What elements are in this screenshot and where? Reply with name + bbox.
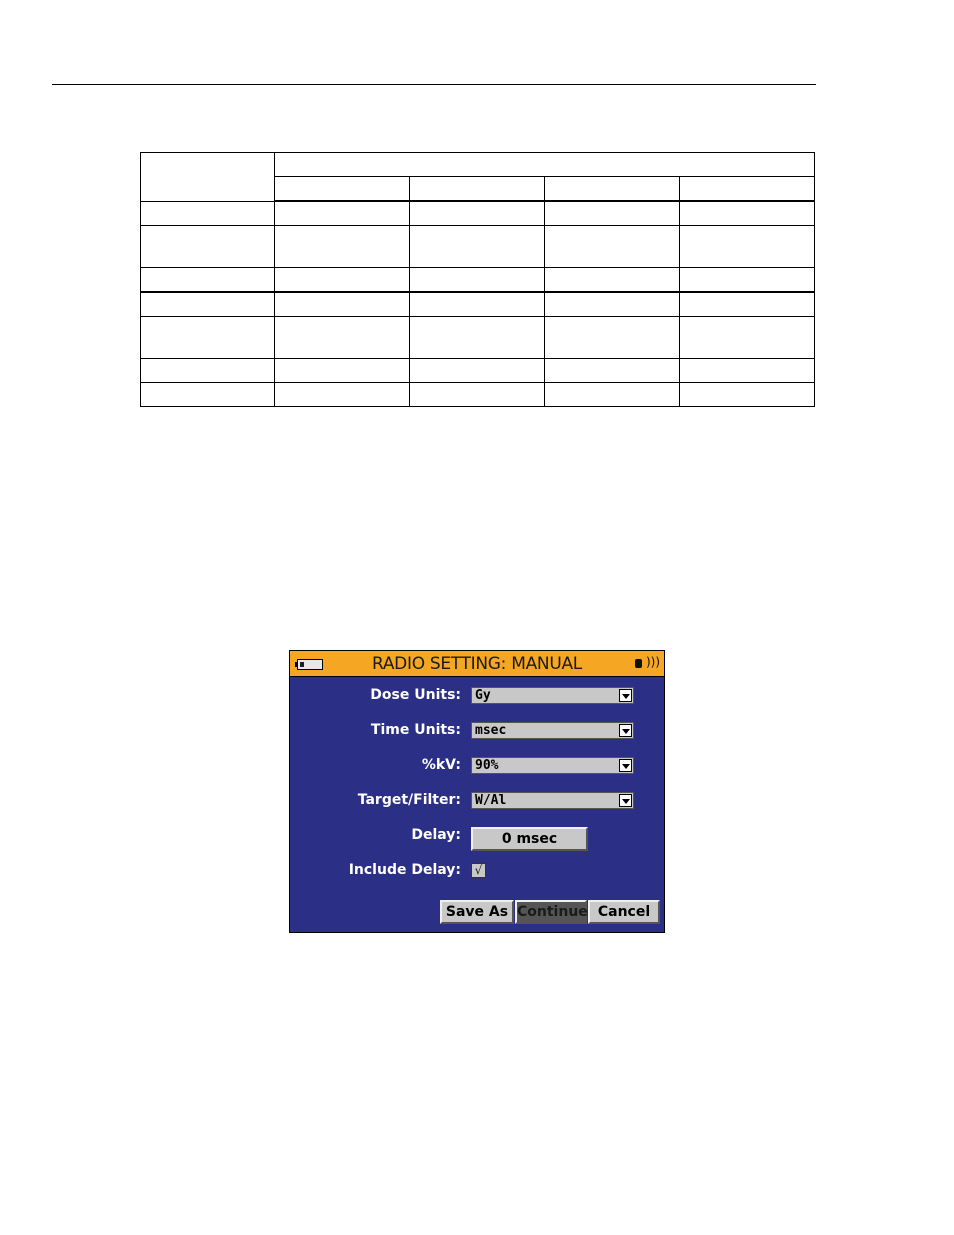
- table-cell: [141, 226, 275, 268]
- table-cell: [275, 292, 410, 317]
- pct-kv-label: %kV:: [421, 757, 461, 773]
- table-cell: [275, 177, 410, 202]
- dose-units-label: Dose Units:: [370, 687, 461, 703]
- table-cell: [410, 268, 545, 293]
- chevron-down-icon[interactable]: [619, 759, 632, 772]
- table-cell: [545, 177, 680, 202]
- table-cell: [680, 177, 815, 202]
- time-units-value: msec: [475, 723, 507, 738]
- table-cell: [141, 317, 275, 359]
- time-units-label: Time Units:: [370, 722, 461, 738]
- pct-kv-value: 90%: [475, 758, 499, 773]
- table-cell: [545, 383, 680, 407]
- table-cell: [141, 201, 275, 226]
- table-cell: [545, 226, 680, 268]
- target-filter-select[interactable]: [471, 792, 634, 809]
- table-cell: [275, 201, 410, 226]
- empty-table: [140, 152, 815, 407]
- target-filter-value: W/Al: [475, 793, 507, 808]
- table-cell: [410, 359, 545, 383]
- table-row: [141, 383, 815, 407]
- table-cell: [545, 268, 680, 293]
- title-bar: [290, 651, 664, 677]
- table-cell: [275, 317, 410, 359]
- table-cell: [680, 292, 815, 317]
- table-cell: [275, 153, 815, 177]
- table-cell: [141, 359, 275, 383]
- table-row: [141, 292, 815, 317]
- chevron-down-icon[interactable]: [619, 724, 632, 737]
- table-cell: [410, 292, 545, 317]
- table-row: [141, 268, 815, 293]
- continue-button[interactable]: Continue: [515, 900, 587, 924]
- table-cell: [275, 383, 410, 407]
- dose-units-select[interactable]: [471, 687, 634, 704]
- table-cell: [680, 201, 815, 226]
- dialog-title: RADIO SETTING: MANUAL: [372, 654, 582, 674]
- table-cell: [410, 177, 545, 202]
- table-cell: [410, 317, 545, 359]
- table-cell: [141, 268, 275, 293]
- pct-kv-select[interactable]: [471, 757, 634, 774]
- chevron-down-icon[interactable]: [619, 794, 632, 807]
- cancel-button[interactable]: Cancel: [588, 900, 660, 924]
- delay-button[interactable]: 0 msec: [471, 827, 588, 851]
- table-cell: [275, 268, 410, 293]
- table-cell: [680, 359, 815, 383]
- header-rule: [52, 84, 816, 85]
- table-cell: [410, 226, 545, 268]
- table-cell: [410, 201, 545, 226]
- table-cell: [545, 317, 680, 359]
- save-as-button[interactable]: Save As: [440, 900, 514, 924]
- lock-icon: [635, 659, 642, 668]
- table-cell: [275, 226, 410, 268]
- time-units-select[interactable]: [471, 722, 634, 739]
- table-cell: [275, 359, 410, 383]
- radio-setting-dialog: [289, 650, 665, 933]
- table-row: [141, 226, 815, 268]
- table-cell: [141, 383, 275, 407]
- table-cell: [141, 153, 275, 202]
- chevron-down-icon[interactable]: [619, 689, 632, 702]
- target-filter-label: Target/Filter:: [357, 792, 461, 808]
- table-cell: [545, 201, 680, 226]
- table-row: [141, 201, 815, 226]
- table-cell: [680, 317, 815, 359]
- table-row: [141, 317, 815, 359]
- table-header-row: [141, 153, 815, 177]
- table-cell: [141, 292, 275, 317]
- table-row: [141, 359, 815, 383]
- include-delay-checkbox[interactable]: √: [471, 863, 486, 878]
- table-cell: [545, 359, 680, 383]
- table-cell: [680, 226, 815, 268]
- dose-units-value: Gy: [475, 688, 491, 703]
- table-cell: [680, 383, 815, 407]
- delay-label: Delay:: [411, 827, 461, 843]
- table-cell: [410, 383, 545, 407]
- signal-icon: ))): [645, 655, 660, 669]
- table-cell: [545, 292, 680, 317]
- include-delay-label: Include Delay:: [348, 862, 461, 878]
- table-cell: [680, 268, 815, 293]
